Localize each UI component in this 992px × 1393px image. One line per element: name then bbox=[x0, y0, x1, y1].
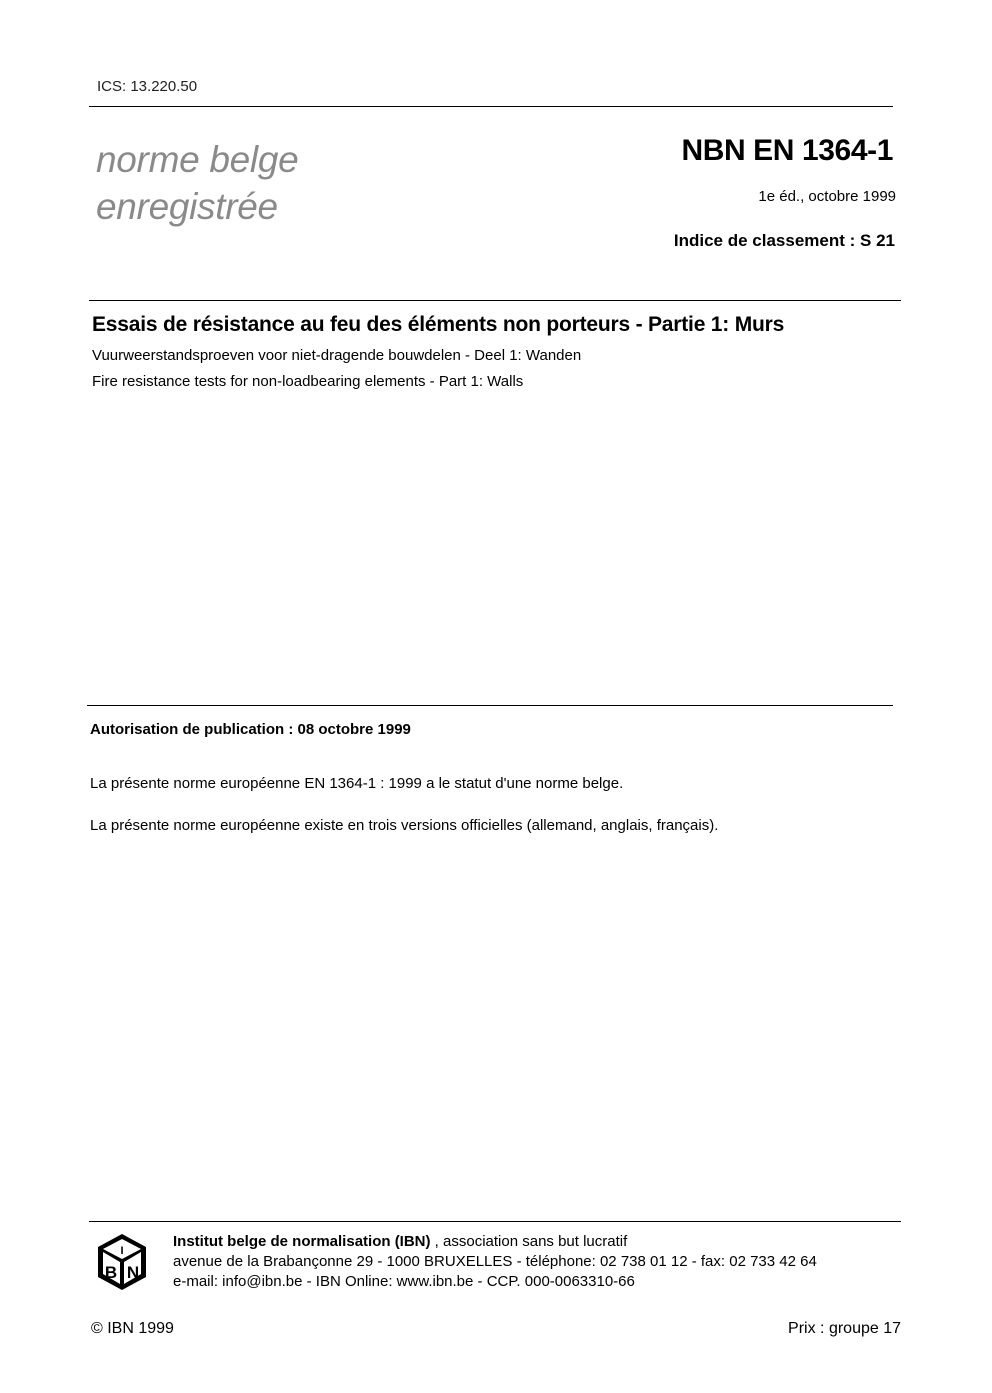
title-french: Essais de résistance au feu des éléments non porteurs - Partie 1: Murs bbox=[92, 313, 785, 336]
publisher-address: avenue de la Brabançonne 29 - 1000 BRUXELLES - téléphone: 02 738 01 12 - fax: 02 733 42 64 bbox=[173, 1253, 817, 1270]
title-dutch: Vuurweerstandsproeven voor niet-dragende bouwdelen - Deel 1: Wanden bbox=[92, 347, 582, 364]
ics-code: ICS: 13.220.50 bbox=[97, 78, 198, 95]
logo-letter-n: N bbox=[126, 1263, 140, 1282]
versions-paragraph: La présente norme européenne existe en trois versions officielles (allemand, anglais, français). bbox=[90, 817, 719, 834]
publisher-contact: e-mail: info@ibn.be - IBN Online: www.ibn.be - CCP. 000-0063310-66 bbox=[173, 1273, 635, 1290]
publisher-name: Institut belge de normalisation (IBN) bbox=[173, 1233, 431, 1250]
brand-line-2: enregistrée bbox=[96, 186, 278, 227]
publication-authorization: Autorisation de publication : 08 octobre 1999 bbox=[90, 721, 411, 738]
copyright-notice: © IBN 1999 bbox=[91, 1320, 174, 1337]
standard-number: NBN EN 1364-1 bbox=[681, 134, 893, 167]
title-english: Fire resistance tests for non-loadbearing elements - Part 1: Walls bbox=[92, 373, 524, 390]
publisher-type: , association sans but lucratif bbox=[430, 1233, 628, 1250]
body-divider bbox=[87, 705, 893, 706]
ibn-logo-icon bbox=[97, 1233, 147, 1291]
edition-date: 1e éd., octobre 1999 bbox=[758, 188, 896, 205]
publisher-info bbox=[173, 1232, 817, 1292]
classification-index: Indice de classement : S 21 bbox=[673, 231, 895, 250]
publisher-name-line bbox=[173, 1232, 817, 1252]
status-paragraph: La présente norme européenne EN 1364-1 : 1999 a le statut d'une norme belge. bbox=[90, 775, 624, 792]
brand-line-1: norme belge bbox=[96, 139, 299, 180]
logo-letter-i: I bbox=[120, 1245, 124, 1257]
price-group: Prix : groupe 17 bbox=[788, 1320, 901, 1337]
footer-divider bbox=[89, 1221, 901, 1222]
logo-letter-b: B bbox=[104, 1263, 118, 1282]
top-divider bbox=[89, 106, 893, 107]
title-divider bbox=[89, 300, 901, 301]
brand-title bbox=[96, 136, 298, 230]
